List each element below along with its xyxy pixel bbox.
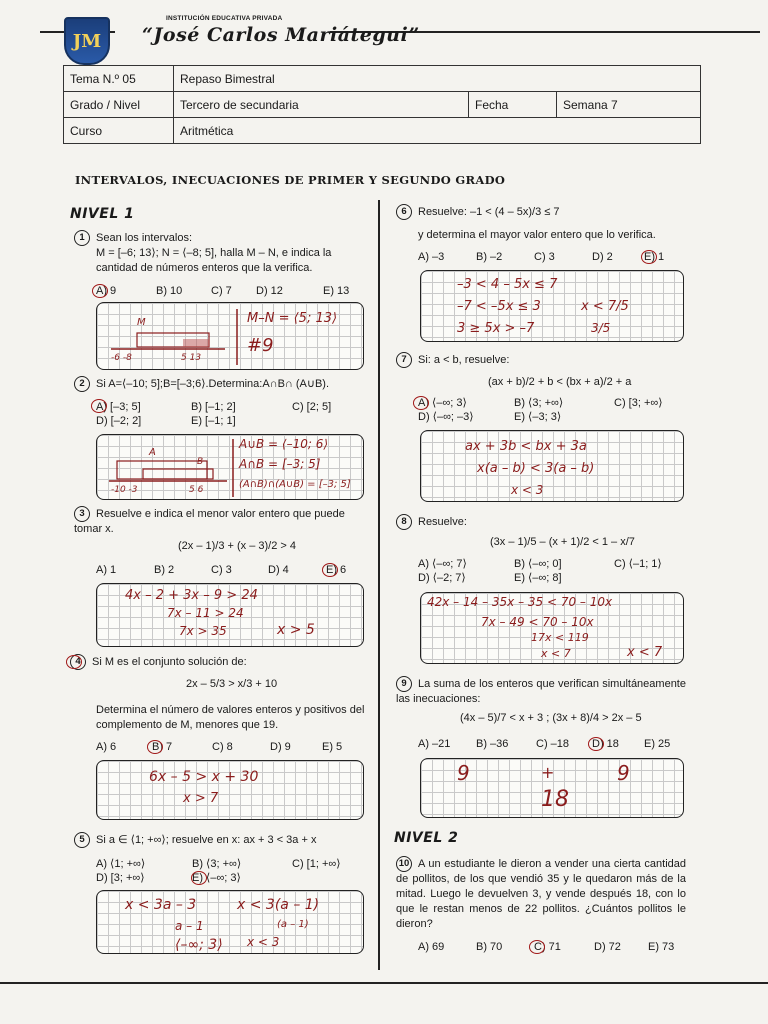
hw-text: 9 [457,761,470,785]
options-q5 [96,857,366,887]
hw-text: x > 5 [277,622,315,638]
hw-text: -10 -3 [111,485,138,495]
question-text: Resuelve e indica el menor valor entero que puede tomar x. [74,507,345,535]
option-e[interactable]: E) 13 [323,285,350,297]
fecha-label: Fecha [469,92,557,118]
work-grid-5 [96,890,364,954]
hw-text: x < 3 [247,935,280,949]
option-e[interactable]: E) ⟨–∞; 3⟩ [192,872,241,884]
hw-text: 3/5 [591,321,611,335]
answer-mark [91,399,107,413]
option-c[interactable]: C) [3; +∞⟩ [614,397,663,409]
hw-text: x(a – b) < 3(a – b) [477,461,595,476]
question-1 [74,230,364,276]
option-c[interactable]: C) [2; 5] [292,401,332,413]
option-a[interactable]: A) 69 [418,941,445,953]
option-a[interactable]: A) ⟨–∞; 7⟩ [418,558,467,570]
answer-mark [66,655,82,669]
option-a[interactable]: A) ⟨–∞; 3⟩ [418,397,467,409]
hw-text: 7x > 35 [179,624,227,638]
option-a[interactable]: A) 9 [96,285,117,297]
option-c[interactable]: C) [1; +∞⟩ [292,858,341,870]
work-grid-6 [420,270,684,342]
question-7 [396,352,696,368]
question-text: Si A=⟨–10; 5];B=[–3;6⟩.Determina:A∩B∩ (A∪B). [96,377,329,390]
hw-text: ax + 3b < bx + 3a [465,439,587,454]
option-c[interactable]: C) 3 [211,564,232,576]
hw-text: A∩B = [–3; 5] [239,457,321,471]
options-q8 [418,557,698,587]
curso-value: Aritmética [174,118,701,144]
hw-text: 3 ≥ 5x > –7 [457,321,535,336]
option-e[interactable]: E) [–1; 1] [191,415,236,427]
hw-text: A [149,447,156,458]
hw-text: 4x – 2 + 3x – 9 > 24 [125,588,258,603]
hw-text: 5 13 [181,353,202,363]
school-logo [64,17,110,65]
option-a[interactable]: A) –21 [418,738,451,750]
hw-text: x < 7 [541,647,571,660]
hw-text: 7x – 49 < 70 – 10x [481,615,594,629]
question-number: 10 [396,856,412,872]
option-c[interactable]: C) ⟨–1; 1⟩ [614,558,662,570]
option-d[interactable]: D) 2 [592,251,613,263]
work-grid-8 [420,592,684,664]
hw-text: ⟨–∞; 3⟩ [175,937,223,953]
options-q4 [96,740,366,755]
hw-text: 5 6 [189,485,204,495]
question-text: Si: a < b, resuelve: [418,353,510,366]
question-4-detail: Determina el número de valores enteros y positivos del complemento de M, menores que 19. [96,704,365,731]
question-9 [396,676,686,707]
question-6 [396,204,696,243]
question-5 [74,832,369,848]
option-a[interactable]: A) [–3; 5] [96,401,141,413]
hw-text: + [541,763,555,782]
option-d[interactable]: D) 18 [592,738,619,750]
option-e[interactable]: E) 73 [648,941,675,953]
question-number: 5 [74,832,90,848]
options-q10 [418,940,698,955]
question-text: Resuelve: –1 < (4 – 5x)/3 ≤ 7 [418,205,560,218]
answer-mark [147,740,163,754]
option-e[interactable]: E) 1 [644,251,665,263]
nivel-1-heading: NIVEL 1 [70,206,135,222]
options-q7 [418,396,698,426]
formula-q7: (ax + b)/2 + b < (bx + a)/2 + a [488,376,632,388]
work-grid-3 [96,583,364,647]
grado-label: Grado / Nivel [64,92,174,118]
work-grid-7 [420,430,684,502]
option-e[interactable]: E) ⟨–∞; 8] [514,572,562,584]
question-text: Resuelve: [418,515,467,528]
question-number: 7 [396,352,412,368]
hw-text: M–N = ⟨5; 13⟩ [247,311,338,326]
answer-mark [641,250,657,264]
question-text: Si M es el conjunto solución de: [92,655,247,668]
option-e[interactable]: E) ⟨–3; 3⟩ [514,411,562,423]
semana-value: Semana 7 [557,92,701,118]
question-3 [74,506,366,537]
answer-mark [92,284,108,298]
option-c[interactable]: C) 3 [534,251,555,263]
option-a[interactable]: A) ⟨1; +∞⟩ [96,858,146,870]
hw-text: (A∩B)∩(A∪B) = [–3; 5] [239,479,351,490]
work-grid-4 [96,760,364,820]
question-number: 8 [396,514,412,530]
nivel-2-heading: NIVEL 2 [394,830,459,846]
question-4 [70,654,362,670]
option-b[interactable]: B) ⟨–∞; 0] [514,558,562,570]
answer-mark [588,737,604,751]
question-text: Sean los intervalos: [96,231,192,244]
hw-text: a – 1 [175,919,204,933]
question-number: 1 [74,230,90,246]
tema-label: Tema N.º 05 [64,66,174,92]
option-b[interactable]: B) ⟨3; +∞⟩ [514,397,564,409]
option-d[interactable]: D) ⟨–∞; –3⟩ [418,411,474,423]
hw-text: x < 3 [511,483,544,497]
hw-text: B [197,457,204,467]
hw-text: A∪B = ⟨–10; 6⟩ [239,437,329,451]
option-b[interactable]: B) 2 [154,564,175,576]
hw-text: x < 3(a – 1) [237,897,320,913]
option-d[interactable]: D) ⟨–2; 7⟩ [418,572,466,584]
hw-text: x < 3a – 3 [125,897,197,913]
option-c[interactable]: C) 71 [534,941,561,953]
question-number: 2 [74,376,90,392]
option-a[interactable]: A) 6 [96,741,117,753]
work-grid-2 [96,434,364,500]
hw-text: -6 -8 [111,353,132,363]
formula-q3: (2x – 1)/3 + (x – 3)/2 > 4 [178,540,297,552]
option-a[interactable]: A) 1 [96,564,117,576]
option-b[interactable]: B) 10 [156,285,183,297]
hw-text: 6x – 5 > x + 30 [149,769,259,785]
hw-text: 9 [617,761,630,785]
question-text: Si a ∈ ⟨1; +∞⟩; resuelve en x: ax + 3 < 3a + x [96,833,317,846]
answer-mark [413,396,429,410]
hw-text: #9 [247,335,274,356]
hw-text: x > 7 [183,791,219,806]
question-number: 9 [396,676,412,692]
question-8 [396,514,696,530]
answer-mark [191,871,207,885]
option-a[interactable]: A) –3 [418,251,445,263]
question-text: A un estudiante le dieron a vender una cierta cantidad de pollitos, de los que vendió 35 y le quedaron más de la mitad. Luego le devuelven 3, y vende después 18, con lo que le restan menos de 22 pollitos. ¿Cuántos pollitos le dieron? [396,857,686,930]
formula-q4: 2x – 5/3 > x/3 + 10 [186,678,278,690]
option-e[interactable]: E) 25 [644,738,671,750]
option-b[interactable]: B) 70 [476,941,503,953]
question-text: La suma de los enteros que verifican simultáneamente las inecuaciones: [396,677,686,705]
hw-text: –3 < 4 – 5x ≤ 7 [457,277,558,292]
grado-value: Tercero de secundaria [174,92,469,118]
institution-type: INSTITUCIÓN EDUCATIVA PRIVADA [166,15,283,22]
hw-text: 17x < 119 [531,631,589,644]
answer-mark [529,940,545,954]
options-q2 [96,400,366,430]
logo-text: JM [72,30,102,52]
question-number: 6 [396,204,412,220]
hw-text: (a – 1) [277,919,309,930]
hw-text: x < 7 [627,645,663,660]
question-text-2: M = [–6; 13⟩; N = ⟨–8; 5], halla M – N, e indica la cantidad de números enteros que la verifica. [96,247,332,274]
option-c[interactable]: C) 8 [212,741,233,753]
option-d[interactable]: D) 4 [268,564,289,576]
footer-rule [0,982,768,984]
option-e[interactable]: E) 5 [322,741,343,753]
column-divider [378,200,380,970]
option-b[interactable]: B) [–1; 2] [191,401,236,413]
option-b[interactable]: B) –2 [476,251,503,263]
hw-text: –7 < –5x ≤ 3 [457,299,541,314]
formula-q8: (3x – 1)/5 – (x + 1)/2 < 1 – x/7 [490,536,635,548]
option-d[interactable]: D) 9 [270,741,291,753]
question-10 [396,856,686,932]
curso-label: Curso [64,118,174,144]
hw-text: 42x – 14 – 35x – 35 < 70 – 10x [427,595,613,609]
institution-name: “José Carlos Mariátegui” [142,24,420,46]
tema-value: Repaso Bimestral [174,66,701,92]
option-c[interactable]: C) 7 [211,285,232,297]
question-number: 4 [70,654,86,670]
work-grid-1 [96,302,364,370]
question-number: 3 [74,506,90,522]
hw-text: 18 [541,787,569,812]
option-b[interactable]: B) 7 [152,741,173,753]
option-b[interactable]: B) ⟨3; +∞⟩ [192,858,242,870]
option-d[interactable]: D) [3; +∞⟩ [96,872,145,884]
page-title: INTERVALOS, INECUACIONES DE PRIMER Y SEGUNDO GRADO [75,173,506,187]
option-d[interactable]: D) [–2; 2] [96,415,142,427]
question-2 [74,376,369,392]
question-text-2: y determina el mayor valor entero que lo verifica. [418,229,656,241]
hw-text: x < 7/5 [581,299,629,314]
option-d[interactable]: D) 72 [594,941,621,953]
formula-q9: (4x – 5)/7 < x + 3 ; (3x + 8)/4 > 2x – 5 [460,712,642,724]
work-grid-9 [420,758,684,818]
hw-text: M [137,317,146,328]
option-c[interactable]: C) –18 [536,738,570,750]
option-d[interactable]: D) 12 [256,285,283,297]
option-e[interactable]: E) 6 [326,564,347,576]
hw-text: 7x – 11 > 24 [167,606,244,620]
option-b[interactable]: B) –36 [476,738,509,750]
info-table [63,65,701,144]
options-q9 [418,737,698,752]
answer-mark [322,563,338,577]
options-q1 [96,284,366,299]
